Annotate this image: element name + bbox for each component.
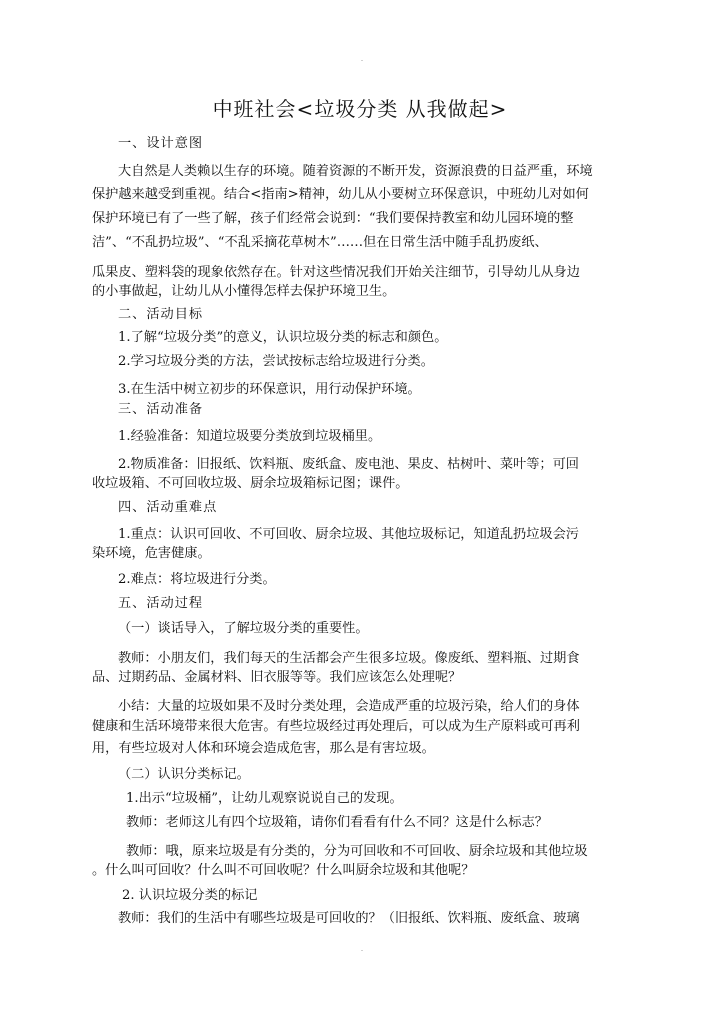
paragraph-line: 保护环境已有了一些了解，孩子们经常会说到：“我们要保持教室和幼儿园环境的整 <box>92 211 574 226</box>
list-item: 1.重点：认识可回收、不可回收、厨余垃圾、其他垃圾标记，知道乱扔垃圾会污 <box>118 527 579 542</box>
section-heading-key-points: 四、活动重难点 <box>118 500 218 515</box>
section-heading-preparation: 三、活动准备 <box>118 402 204 417</box>
section-heading-process: 五、活动过程 <box>118 596 204 611</box>
list-item: 1.了解“垃圾分类”的意义，认识垃圾分类的标志和颜色。 <box>118 330 448 345</box>
paragraph-line: 教师：老师这儿有四个垃圾箱，请你们看看有什么不同？这是什么标志？ <box>126 815 548 830</box>
paragraph-line: 大自然是人类赖以生存的环境。随着资源的不断开发，资源浪费的日益严重，环境 <box>118 164 593 179</box>
paragraph-line: 健康和生活环境带来很大危害。有些垃圾经过再处理后，可以成为生产原料或可再利 <box>92 719 580 734</box>
paragraph-line: 教师：我们的生活中有哪些垃圾是可回收的？（旧报纸、饮料瓶、废纸盒、玻璃 <box>118 911 580 926</box>
paragraph-line: 洁”、“不乱扔垃圾”、“不乱采摘花草树木”……但在日常生活中随手乱扔废纸、 <box>92 235 548 250</box>
paragraph-line: 的小事做起，让幼儿从小懂得怎样去保护环境卫生。 <box>92 284 396 299</box>
list-item: 2. 认识垃圾分类的标记 <box>122 888 258 903</box>
subsection-heading: （二）认识分类标记。 <box>118 767 250 782</box>
paragraph-line: 染环境，危害健康。 <box>92 546 211 561</box>
list-item: 1.出示“垃圾桶”，让幼儿观察说说自己的发现。 <box>126 791 403 806</box>
paragraph-line: 品、过期药品、金属材料、旧衣服等等。我们应该怎么处理呢？ <box>92 670 462 685</box>
paragraph-line: 教师：小朋友们，我们每天的生活都会产生很多垃圾。像废纸、塑料瓶、过期食 <box>118 651 580 666</box>
paragraph-line: 保护越来越受到重视。结合<指南>精神，幼儿从小要树立环保意识，中班幼儿对如何 <box>92 187 589 202</box>
paragraph-line: 收垃圾箱、不可回收垃圾、厨余垃圾箱标记图；课件。 <box>92 476 409 491</box>
page-title: 中班社会<垃圾分类 从我做起> <box>212 97 508 121</box>
paragraph-line: 教师：哦，原来垃圾是有分类的，分为可回收和不可回收、厨余垃圾和其他垃圾 <box>126 844 588 859</box>
top-page-marker: - <box>361 57 364 64</box>
section-heading-goals: 二、活动目标 <box>118 307 204 322</box>
paragraph-line: 瓜果皮、塑料袋的现象依然存在。针对这些情况我们开始关注细节，引导幼儿从身边 <box>92 265 580 280</box>
list-item: 2.难点：将垃圾进行分类。 <box>118 572 276 587</box>
list-item: 1.经验准备：知道垃圾要分类放到垃圾桶里。 <box>118 429 382 444</box>
section-heading-design-intent: 一、设计意图 <box>118 136 204 151</box>
paragraph-line: 。什么叫可回收？什么叫不可回收呢？什么叫厨余垃圾和其他呢？ <box>92 863 475 878</box>
list-item: 2.物质准备：旧报纸、饮料瓶、废纸盒、废电池、果皮、枯树叶、菜叶等；可回 <box>118 457 579 472</box>
subsection-heading: （一）谈话导入，了解垃圾分类的重要性。 <box>118 621 369 636</box>
bottom-page-marker: - <box>361 947 364 954</box>
list-item: 2.学习垃圾分类的方法，尝试按标志给垃圾进行分类。 <box>118 354 434 369</box>
list-item: 3.在生活中树立初步的环保意识，用行动保护环境。 <box>118 382 421 397</box>
paragraph-line: 用，有些垃圾对人体和环境会造成危害，那么是有害垃圾。 <box>92 741 435 756</box>
paragraph-line: 小结：大量的垃圾如果不及时分类处理，会造成严重的垃圾污染，给人们的身体 <box>118 699 580 714</box>
